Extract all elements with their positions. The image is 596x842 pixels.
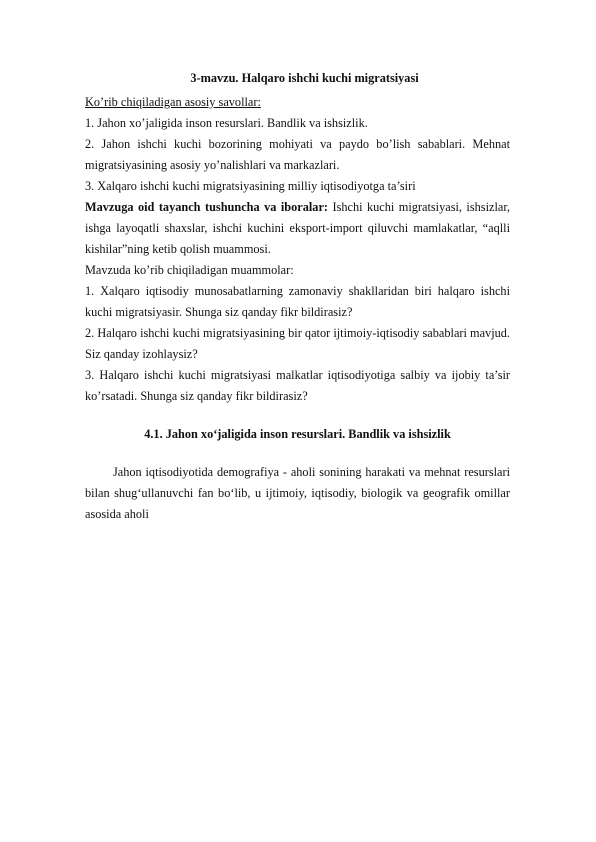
question-item-1: 1. Jahon xo’jaligida inson resurslari. Bandlik va ishsizlik. <box>85 116 368 130</box>
problem-item-3: 3. Halqaro ishchi kuchi migratsiyasi malkatlar iqtisodiyotiga salbiy va ijobiy ta’sir ko’rsatadi. Shunga siz qanday fikr bildirasiz? <box>85 368 510 403</box>
question-item-2: 2. Jahon ishchi kuchi bozorining mohiyati va paydo bo’lish sabablari. Mehnat migratsiyasining asosiy yo’nalishlari va markazlari. <box>85 137 510 172</box>
key-terms-paragraph <box>85 197 510 260</box>
problems-heading: Mavzuda ko’rib chiqiladigan muammolar: <box>85 263 294 277</box>
problem-item-2: 2. Halqaro ishchi kuchi migratsiyasining bir qator ijtimoiy-iqtisodiy sabablari mavjud. Siz qanday izohlaysiz? <box>85 326 510 361</box>
key-terms-text: Ishchi kuchi migratsiyasi, ishsizlar, ishga layoqatli shaxslar, ishchi kuchini eksport-import qiluvchi mamlakatlar, “aqlli kishilar”ning ketib qolish muammosi. <box>85 200 510 256</box>
problem-item-1: 1. Xalqaro iqtisodiy munosabatlarning zamonaviy shakllaridan biri halqaro ishchi kuchi migratsiyasir. Shunga siz qanday fikr bildirasiz? <box>85 284 510 319</box>
questions-heading: Ko’rib chiqiladigan asosiy savollar: <box>85 95 261 109</box>
section-title: 4.1. Jahon xo‘jaligida inson resurslari. Bandlik va ishsizlik <box>144 427 451 441</box>
topic-title: 3-mavzu. Halqaro ishchi kuchi migratsiyasi <box>190 71 419 85</box>
question-item-3: 3. Xalqaro ishchi kuchi migratsiyasining milliy iqtisodiyotga ta’siri <box>85 179 416 193</box>
document-page <box>85 68 510 525</box>
body-paragraph: Jahon iqtisodiyotida demografiya - aholi sonining harakati va mehnat resurslari bilan shug‘ullanuvchi fan bo‘lib, u ijtimoiy, iqtisodiy, biologik va geografik omillar asosida aholi <box>85 465 510 521</box>
key-terms-label: Mavzuga oid tayanch tushuncha va iboralar: <box>85 200 329 214</box>
